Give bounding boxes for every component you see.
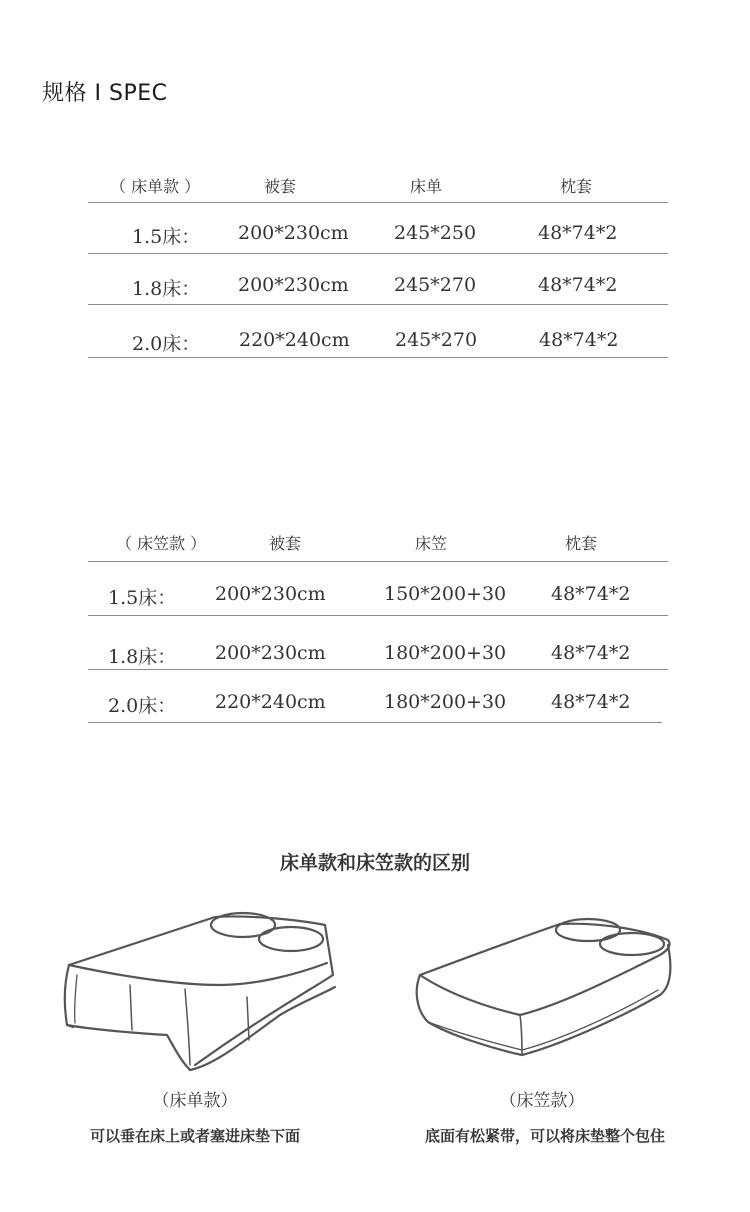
table-divider <box>88 615 668 616</box>
flat-sheet-bed-illustration <box>55 905 345 1080</box>
row-fitted-sheet: 180*200+30 <box>384 642 507 664</box>
fitted-sheet-bed-illustration <box>410 910 680 1065</box>
table-header-type: （ 床单款 ） <box>110 177 201 196</box>
spec-table-fitted-sheet <box>88 527 668 727</box>
row-size: 1.8床： <box>132 278 201 300</box>
row-sheet: 245*270 <box>394 274 477 296</box>
row-pillowcase: 48*74*2 <box>551 583 631 605</box>
table-divider <box>88 561 668 562</box>
table-header-sheet: 床单 <box>410 177 443 196</box>
row-size: 2.0床： <box>132 333 201 355</box>
table-divider <box>88 722 662 723</box>
flat-sheet-caption: （床单款） <box>152 1091 238 1111</box>
row-duvet: 200*230cm <box>238 274 349 296</box>
table-header-duvet: 被套 <box>269 534 302 553</box>
row-duvet: 220*240cm <box>239 329 350 351</box>
row-pillowcase: 48*74*2 <box>538 222 618 244</box>
row-duvet: 200*230cm <box>215 583 326 605</box>
table-header-pillowcase: 枕套 <box>560 177 593 196</box>
table-header-duvet: 被套 <box>264 177 297 196</box>
row-duvet: 200*230cm <box>238 222 349 244</box>
row-pillowcase: 48*74*2 <box>551 642 631 664</box>
comparison-title: 床单款和床笠款的区别 <box>279 852 470 874</box>
row-size: 1.5床： <box>108 587 177 609</box>
row-duvet: 200*230cm <box>215 642 326 664</box>
table-header-pillowcase: 枕套 <box>565 534 598 553</box>
row-size: 1.8床： <box>108 646 177 668</box>
row-size: 1.5床： <box>132 226 201 248</box>
fitted-sheet-caption: （床笠款） <box>499 1091 585 1111</box>
spec-table-flat-sheet <box>88 170 668 360</box>
table-header-fitted-sheet: 床笠 <box>415 534 448 553</box>
row-size: 2.0床： <box>108 695 177 717</box>
table-divider <box>88 253 668 254</box>
row-duvet: 220*240cm <box>215 691 326 713</box>
row-fitted-sheet: 180*200+30 <box>384 691 507 713</box>
page-title: 规格 I SPEC <box>42 81 168 106</box>
table-divider <box>88 357 668 358</box>
row-sheet: 245*270 <box>395 329 478 351</box>
row-pillowcase: 48*74*2 <box>539 329 619 351</box>
fitted-sheet-description: 底面有松紧带，可以将床垫整个包住 <box>424 1127 665 1145</box>
row-pillowcase: 48*74*2 <box>538 274 618 296</box>
row-pillowcase: 48*74*2 <box>551 691 631 713</box>
table-divider <box>88 669 668 670</box>
table-divider <box>88 304 668 305</box>
table-divider <box>88 202 668 203</box>
row-fitted-sheet: 150*200+30 <box>384 583 507 605</box>
table-header-type: （ 床笠款 ） <box>116 534 207 553</box>
flat-sheet-description: 可以垂在床上或者塞进床垫下面 <box>89 1127 300 1145</box>
row-sheet: 245*250 <box>394 222 477 244</box>
